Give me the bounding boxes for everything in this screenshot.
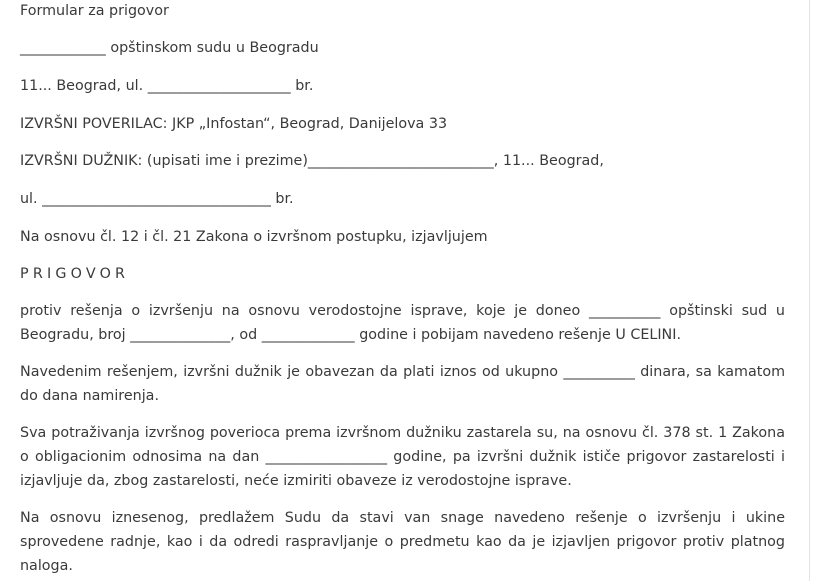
debtor-line: IZVRŠNI DUŽNIK: (upisati ime i prezime)__________________________, 11... Beograd, (20, 153, 604, 169)
address-line: 11... Beograd, ul. ____________________ br. (20, 78, 314, 94)
document-heading: PRIGOVOR (20, 266, 130, 282)
paragraph-objection: protiv rešenja o izvršenju na osnovu verodostojne isprave, koje je doneo __________ opštinski sud u Beogradu, broj ______________, od _____________ godine i pobijam navedeno rešenje U CELINI. (20, 303, 785, 343)
debtor-street-line: ul. ________________________________ br. (20, 191, 294, 207)
form-title: Formular za prigovor (20, 3, 169, 19)
creditor-line: IZVRŠNI POVERILAC: JKP „Infostan“, Beograd, Danijelova 33 (20, 116, 448, 132)
paragraph-proposal: Na osnovu iznesenog, predlažem Sudu da stavi van snage navedeno rešenje o izvršenju i ukine sprovedene radnje, kao i da odredi raspravljanje o predmetu kao da je izjavljen prigovor protiv platnog naloga. (20, 510, 785, 574)
paragraph-statute: Sva potraživanja izvršnog poverioca prema izvršnom dužniku zastarela su, na osnovu čl. 378 st. 1 Zakona o obligacionim odnosima na dan _________________ godine, pa izvršni dužnik ističe prigovor zastarelosti i izjavljuje da, zbog zastarelosti, neće izmiriti obaveze iz verodostojne isprave. (20, 425, 785, 489)
legal-basis: Na osnovu čl. 12 i čl. 21 Zakona o izvršnom postupku, izjavljujem (20, 229, 488, 245)
court-line: ____________ opštinskom sudu u Beogradu (20, 40, 319, 56)
paragraph-amount: Navedenim rešenjem, izvršni dužnik je obavezan da plati iznos od ukupno __________ dinara, sa kamatom do dana namirenja. (20, 364, 785, 404)
